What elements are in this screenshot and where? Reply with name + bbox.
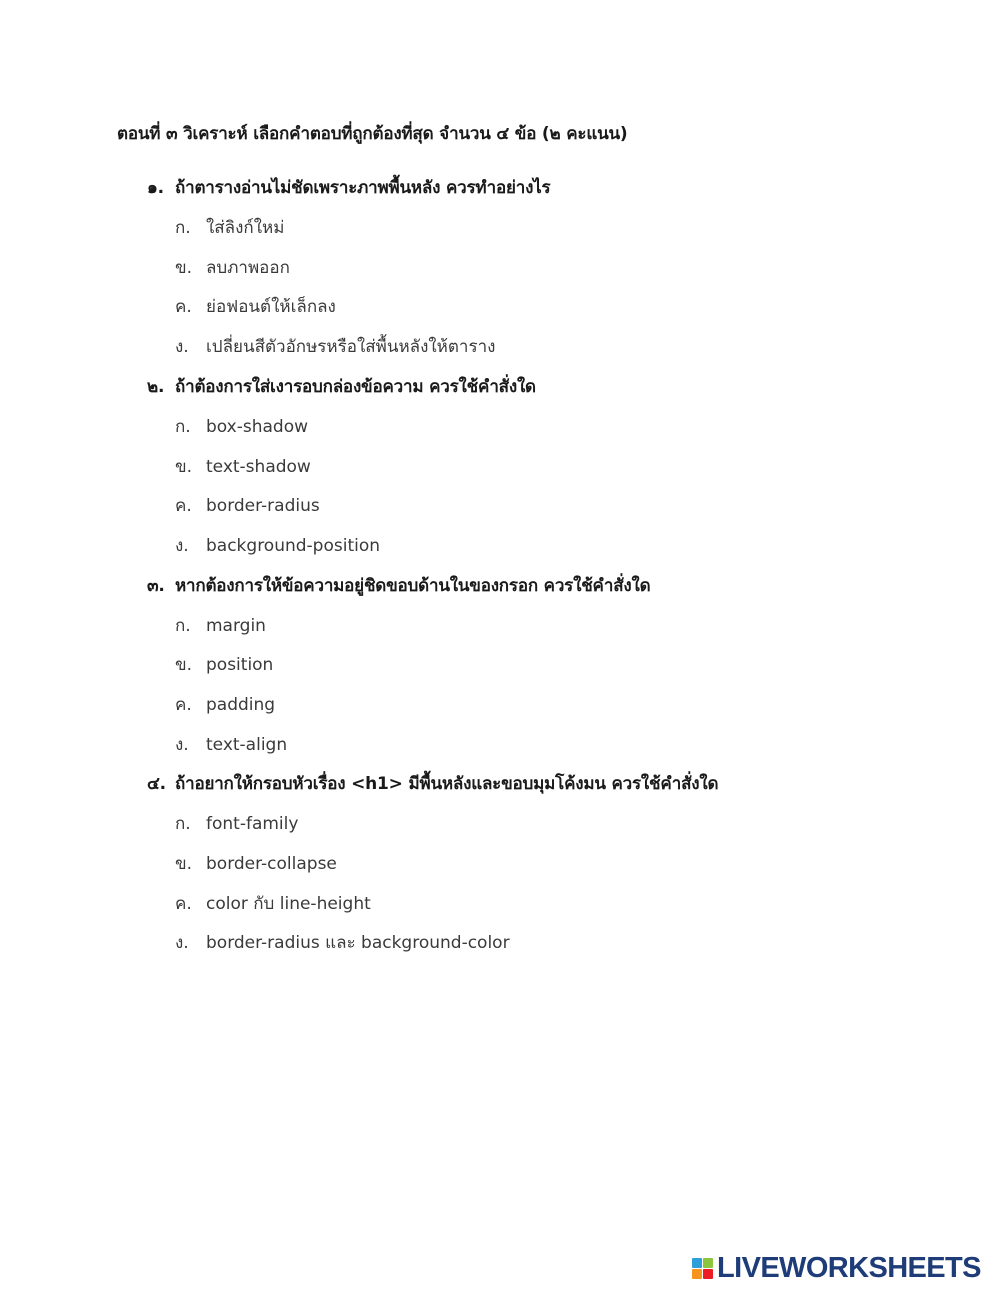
option-letter: ข. — [175, 854, 193, 874]
option-letter: ง. — [175, 735, 189, 755]
option-letter: ง. — [175, 933, 189, 953]
option-text: margin — [206, 616, 266, 636]
option-text: padding — [206, 695, 276, 715]
option-q4-d[interactable] — [175, 929, 510, 956]
option-text: เปลี่ยนสีตัวอักษรหรือใส่พื้นหลังให้ตาราง — [206, 337, 496, 357]
question-text: ถ้าต้องการใส่เงารอบกล่องข้อความ ควรใช้คำสั่งใด — [175, 377, 536, 397]
option-q1-c[interactable] — [175, 293, 336, 320]
option-letter: ข. — [175, 258, 193, 278]
logo-square — [692, 1258, 702, 1268]
option-text: border-collapse — [206, 854, 337, 874]
option-letter: ก. — [175, 616, 191, 636]
question-text: ถ้าอยากให้กรอบหัวเรื่อง <h1> มีพื้นหลังและขอบมุมโค้งมน ควรใช้คำสั่งใด — [175, 774, 719, 794]
option-q3-a[interactable] — [175, 612, 266, 639]
liveworksheets-logo-icon — [692, 1258, 713, 1279]
option-q4-b[interactable] — [175, 850, 337, 877]
question-number: ๑. — [147, 178, 164, 198]
section-title: ตอนที่ ๓ วิเคราะห์ เลือกคำตอบที่ถูกต้องที่สุด จำนวน ๔ ข้อ (๒ คะแนน) — [117, 124, 628, 144]
liveworksheets-brand — [692, 1252, 981, 1285]
option-q2-a[interactable] — [175, 413, 308, 440]
option-q3-d[interactable] — [175, 731, 287, 758]
brand-name: LIVEWORKSHEETS — [717, 1252, 981, 1284]
option-q1-b[interactable] — [175, 254, 290, 281]
option-letter: ก. — [175, 218, 191, 238]
option-letter: ง. — [175, 337, 189, 357]
option-text: position — [206, 655, 274, 675]
option-text: border-radius — [206, 496, 320, 516]
option-q1-d[interactable] — [175, 333, 495, 360]
option-letter: ค. — [175, 297, 192, 317]
option-q2-c[interactable] — [175, 492, 320, 519]
question-4 — [147, 770, 718, 797]
option-text: ลบภาพออก — [206, 258, 290, 278]
question-text: หากต้องการให้ข้อความอยู่ชิดขอบด้านในของกรอก ควรใช้คำสั่งใด — [175, 576, 651, 596]
option-text: font-family — [206, 814, 299, 834]
question-number: ๓. — [147, 576, 165, 596]
option-text: color กับ line-height — [206, 894, 371, 914]
option-q4-c[interactable] — [175, 890, 371, 917]
option-text: background-position — [206, 536, 381, 556]
option-text: text-shadow — [206, 457, 311, 477]
question-2 — [147, 373, 536, 400]
option-letter: ข. — [175, 655, 193, 675]
option-letter: ง. — [175, 536, 189, 556]
question-number: ๔. — [147, 774, 166, 794]
option-letter: ข. — [175, 457, 193, 477]
option-text: border-radius และ background-color — [206, 933, 510, 953]
option-letter: ค. — [175, 894, 192, 914]
option-letter: ก. — [175, 417, 191, 437]
option-text: box-shadow — [206, 417, 309, 437]
logo-square — [692, 1269, 702, 1279]
option-text: ใส่ลิงก์ใหม่ — [206, 218, 285, 238]
question-1 — [147, 174, 550, 201]
option-text: ย่อฟอนต์ให้เล็กลง — [206, 297, 336, 317]
option-q3-b[interactable] — [175, 651, 273, 678]
option-q2-b[interactable] — [175, 453, 311, 480]
option-q3-c[interactable] — [175, 691, 275, 718]
option-q1-a[interactable] — [175, 214, 284, 241]
logo-square — [703, 1258, 713, 1268]
option-q4-a[interactable] — [175, 810, 298, 837]
question-text: ถ้าตารางอ่านไม่ชัดเพราะภาพพื้นหลัง ควรทำอย่างไร — [175, 178, 551, 198]
option-text: text-align — [206, 735, 288, 755]
option-letter: ค. — [175, 695, 192, 715]
logo-square — [703, 1269, 713, 1279]
option-letter: ค. — [175, 496, 192, 516]
question-number: ๒. — [147, 377, 165, 397]
option-letter: ก. — [175, 814, 191, 834]
question-3 — [147, 572, 650, 599]
option-q2-d[interactable] — [175, 532, 380, 559]
